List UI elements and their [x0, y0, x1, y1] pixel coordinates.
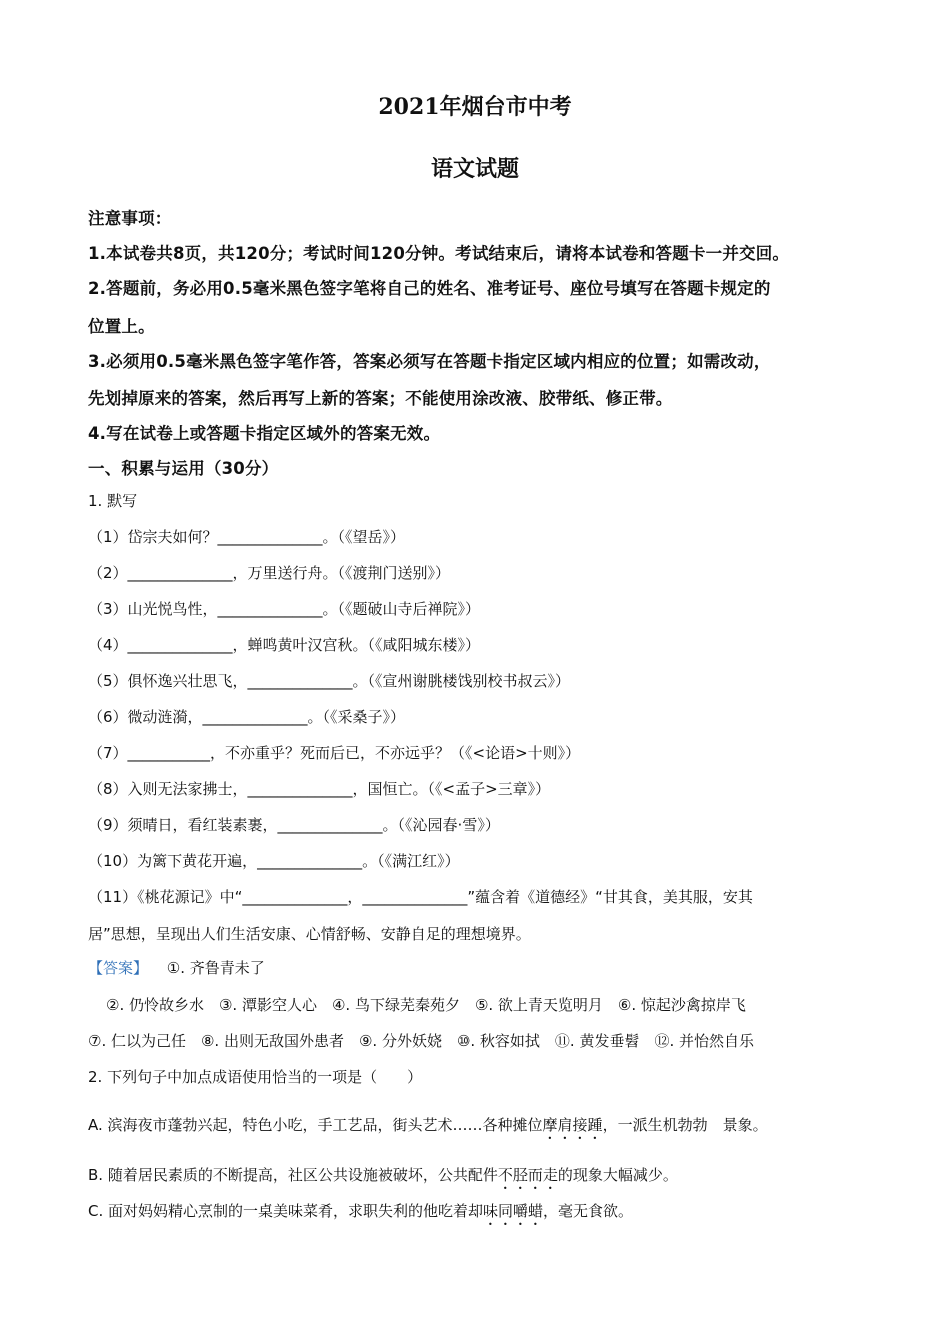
- option-text: B. 随着居民素质的不断提高，社区公共设施被破坏，公共配件: [88, 1166, 498, 1184]
- answer-label: 【答案】: [88, 959, 149, 977]
- option-text: 的现象大幅减少。: [557, 1166, 678, 1184]
- page-subtitle: 语文试题: [430, 156, 519, 182]
- notice-item: 位置上。: [88, 317, 155, 336]
- page-title: 2021年烟台市中考: [378, 94, 572, 120]
- dictation-item: （3）山光悦鸟性，______________。（《题破山寺后禅院》）: [88, 600, 481, 618]
- notice-item: 2.答题前，务必用0.5毫米黑色签字笔将自己的姓名、准考证号、座位号填写在答题卡规定的: [88, 279, 771, 298]
- dotted-idiom: 摩肩接踵: [542, 1116, 603, 1134]
- section-heading: 一、积累与运用（30分）: [88, 459, 279, 478]
- question-stem: 2. 下列句子中加点成语使用恰当的一项是（ ）: [88, 1068, 423, 1086]
- notice-item: 4.写在试卷上或答题卡指定区域外的答案无效。: [88, 424, 441, 443]
- option-text: ，毫无食欲。: [543, 1202, 634, 1220]
- option-text: A. 滨海夜市蓬勃兴起，特色小吃，手工艺品，街头艺术……各种摊位: [88, 1116, 543, 1134]
- dictation-item: （1）岱宗夫如何？______________。（《望岳》）: [88, 528, 406, 546]
- answer-line: [88, 957, 265, 978]
- dictation-item: （2）______________，万里送行舟。（《渡荆门送别》）: [88, 564, 451, 582]
- option-text: C. 面对妈妈精心烹制的一桌美味菜肴，求职失利的他吃着却: [88, 1202, 484, 1220]
- question-stem: 1. 默写: [88, 492, 138, 510]
- dictation-item: （9）须晴日，看红装素裹，______________。（《沁园春·雪》）: [88, 816, 500, 834]
- option-c: [88, 1200, 633, 1229]
- dictation-item: （7）___________，不亦重乎？死而后已，不亦远乎？（《<论语>十则》）: [88, 744, 581, 762]
- notice-heading: 注意事项：: [88, 209, 172, 228]
- option-a: [88, 1114, 768, 1143]
- notice-item: 先划掉原来的答案，然后再写上新的答案；不能使用涂改液、胶带纸、修正带。: [88, 389, 673, 408]
- option-text: ，一派生机勃勃 景象。: [602, 1116, 768, 1134]
- dictation-item: （4）______________，蝉鸣黄叶汉宫秋。（《咸阳城东楼》）: [88, 636, 481, 654]
- answer-text: ②. 仍怜故乡水 ③. 潭影空人心 ④. 鸟下绿芜秦苑夕 ⑤. 欲上青天览明月 ⑥. 惊起沙禽掠岸飞: [106, 996, 746, 1014]
- answer-text: ⑦. 仁以为己任 ⑧. 出则无敌国外患者 ⑨. 分外妖娆 ⑩. 秋容如拭 ⑪. 黄发垂髫 ⑫. 并怡然自乐: [88, 1032, 755, 1050]
- dictation-item: 居”思想，呈现出人们生活安康、心情舒畅、安静自足的理想境界。: [88, 925, 531, 943]
- notice-item: 3.必须用0.5毫米黑色签字笔作答，答案必须写在答题卡指定区域内相应的位置；如需改动，: [88, 352, 771, 371]
- notice-item: 1.本试卷共8页，共120分；考试时间120分钟。考试结束后，请将本试卷和答题卡一并交回。: [88, 244, 790, 263]
- dictation-item: （10）为篱下黄花开遍，______________。（《满江红》）: [88, 852, 460, 870]
- answer-text: ①. 齐鲁青未了: [166, 959, 265, 977]
- dotted-idiom: 不胫而走: [497, 1166, 558, 1184]
- dictation-item: （8）入则无法家拂士，______________，国恒亡。（《<孟子>三章》）: [88, 780, 551, 798]
- dictation-item: （6）微动涟漪，______________。（《采桑子》）: [88, 708, 406, 726]
- dotted-idiom: 味同嚼蜡: [483, 1202, 544, 1220]
- option-b: [88, 1164, 678, 1193]
- dictation-item: （11）《桃花源记》中“______________，______________”蕴含着《道德经》“甘其食，美其服，安其: [88, 888, 753, 906]
- dictation-item: （5）俱怀逸兴壮思飞，______________。（《宣州谢朓楼饯别校书叔云》）: [88, 672, 571, 690]
